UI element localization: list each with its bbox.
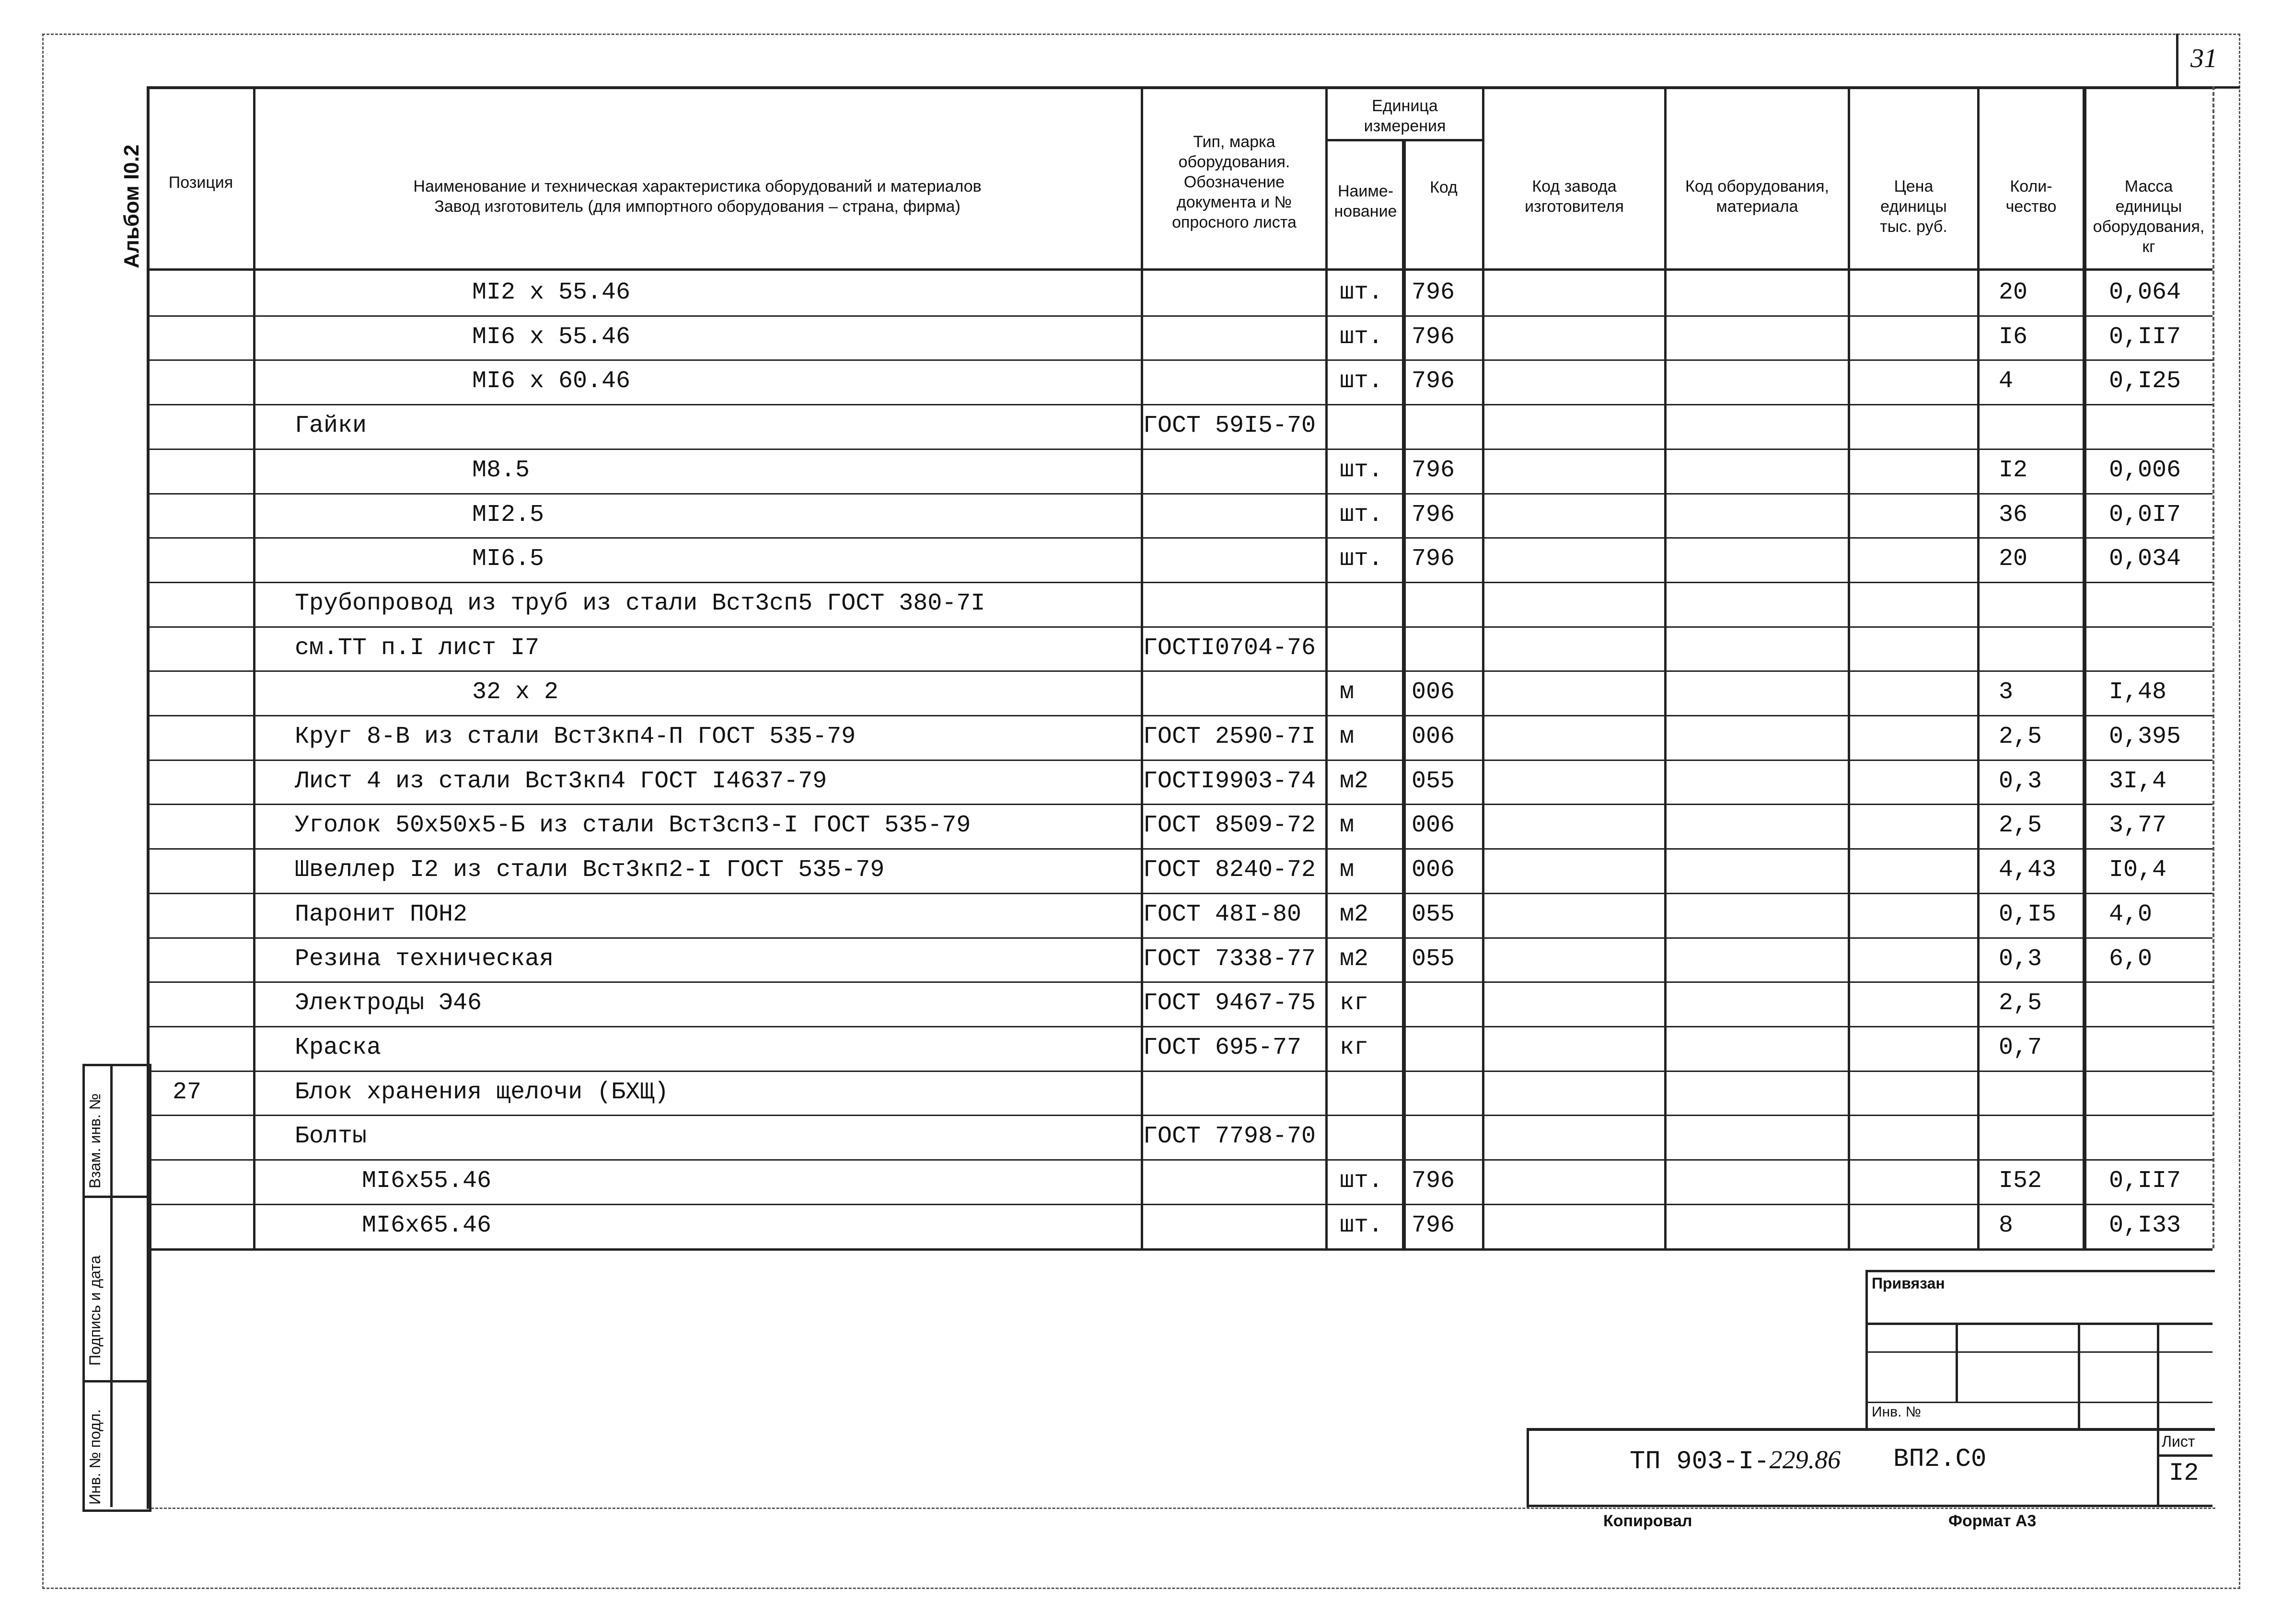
cell-name: MI6x55.46: [362, 1167, 492, 1195]
header-unit-code: Код: [1430, 178, 1458, 196]
cell-code: 796: [1412, 501, 1455, 529]
cell-doc: ГОСТ 7798-70: [1143, 1123, 1316, 1151]
cell-unit: кг: [1340, 1034, 1369, 1061]
cell-unit: м2: [1340, 945, 1369, 973]
cell-code: 796: [1412, 456, 1455, 484]
cell-name: 32 x 2: [472, 679, 559, 706]
row-separator: [147, 449, 2212, 450]
cell-unit: шт.: [1340, 279, 1383, 306]
cell-name: Паронит ПОН2: [295, 900, 468, 928]
cell-name: Круг 8-В из стали Вст3кп4-П ГОСТ 535-79: [295, 723, 856, 750]
cell-unit: м: [1340, 856, 1355, 884]
cell-qty: 0,I5: [1999, 900, 2057, 928]
cell-unit: м2: [1340, 767, 1369, 795]
page-number: 31: [2190, 44, 2217, 73]
cell-name: Лист 4 из стали Вст3кп4 ГОСТ I4637-79: [295, 767, 827, 795]
header-unit-group: Единица измерения: [1364, 97, 1446, 135]
cell-name: Швеллер I2 из стали Вст3кп2-I ГОСТ 535-79: [295, 856, 885, 884]
cell-name: Краска: [295, 1034, 382, 1061]
format-label: Формат А3: [1948, 1512, 2037, 1530]
cell-code: 055: [1412, 900, 1455, 928]
cell-mass: 0,I25: [2109, 368, 2181, 395]
cell-name: Трубопровод из труб из стали Вст3сп5 ГОСТ 380-7I: [295, 589, 985, 617]
cell-name: MI6x65.46: [362, 1211, 492, 1239]
row-separator: [147, 715, 2212, 716]
side-label-inv: Инв. № подл.: [86, 1409, 104, 1505]
cell-doc: ГОСТ 8240-72: [1143, 856, 1316, 884]
cell-mass: 6,0: [2109, 945, 2153, 973]
cell-qty: 36: [1999, 501, 2028, 529]
row-separator: [147, 1115, 2212, 1116]
row-separator: [147, 359, 2212, 361]
cell-mass: 3I,4: [2109, 767, 2167, 795]
cell-qty: 0,3: [1999, 767, 2042, 795]
row-separator: [147, 848, 2212, 850]
cell-doc: ГОСТ 2590-7I: [1143, 723, 1316, 750]
cell-name: см.ТТ п.I лист I7: [295, 634, 540, 662]
cell-mass: 0,006: [2109, 456, 2181, 484]
cell-code: 796: [1412, 1167, 1455, 1195]
cell-unit: шт.: [1340, 1167, 1383, 1195]
cell-doc: ГОСТ 9467-75: [1143, 990, 1316, 1017]
cell-code: 796: [1412, 368, 1455, 395]
cell-mass: I,48: [2109, 679, 2167, 706]
header-mass: Масса единицы оборудования, кг: [2093, 177, 2205, 256]
row-separator: [147, 670, 2212, 672]
cell-name: Блок хранения щелочи (БХЩ): [295, 1078, 669, 1106]
cell-qty: 4: [1999, 368, 2014, 395]
cell-qty: 20: [1999, 545, 2028, 573]
cell-qty: 3: [1999, 679, 2014, 706]
cell-qty: 4,43: [1999, 856, 2057, 884]
cell-code: 006: [1412, 812, 1455, 840]
cell-mass: 0,I33: [2109, 1211, 2181, 1239]
cell-code: 796: [1412, 279, 1455, 306]
cell-qty: I6: [1999, 323, 2028, 351]
copied-label: Копировал: [1603, 1512, 1692, 1530]
cell-qty: 0,7: [1999, 1034, 2042, 1061]
cell-code: 006: [1412, 723, 1455, 750]
cell-unit: шт.: [1340, 323, 1383, 351]
cell-qty: 2,5: [1999, 812, 2042, 840]
header-factory-code: Код завода изготовителя: [1525, 177, 1624, 216]
row-separator: [147, 315, 2212, 317]
header-price: Цена единицы тыс. руб.: [1880, 177, 1947, 236]
cell-doc: ГОСТ 59I5-70: [1143, 412, 1316, 440]
cell-code: 796: [1412, 323, 1455, 351]
album-label: Альбом I0.2: [120, 144, 143, 268]
header-position: Позиция: [168, 173, 233, 192]
stamp-inv-no: Инв. №: [1872, 1404, 1921, 1420]
row-separator: [147, 537, 2212, 539]
cell-unit: м: [1340, 812, 1355, 840]
cell-doc: ГОСТ 48I-80: [1143, 900, 1302, 928]
cell-qty: 20: [1999, 279, 2028, 306]
row-separator: [147, 404, 2212, 405]
row-separator: [147, 804, 2212, 805]
cell-unit: шт.: [1340, 456, 1383, 484]
cell-mass: 0,395: [2109, 723, 2181, 750]
cell-name: Электроды Э46: [295, 990, 482, 1017]
cell-qty: 8: [1999, 1211, 2014, 1239]
cell-name: MI6 x 60.46: [472, 368, 631, 395]
cell-unit: м: [1340, 723, 1355, 750]
cell-code: 006: [1412, 679, 1455, 706]
row-separator: [147, 893, 2212, 894]
cell-unit: м: [1340, 679, 1355, 706]
cell-mass: 4,0: [2109, 900, 2153, 928]
cell-name: Уголок 50х50х5-Б из стали Вст3сп3-I ГОСТ 535-79: [295, 812, 971, 840]
cell-qty: 2,5: [1999, 723, 2042, 750]
cell-unit: шт.: [1340, 368, 1383, 395]
cell-name: MI6.5: [472, 545, 544, 573]
row-separator: [147, 1026, 2212, 1027]
cell-code: 796: [1412, 1211, 1455, 1239]
header-qty: Коли- чество: [2005, 177, 2057, 216]
header-unit-name: Наиме- нование: [1334, 182, 1397, 220]
row-separator: [147, 937, 2212, 939]
cell-name: Резина техническая: [295, 945, 554, 973]
row-separator: [147, 760, 2212, 761]
header-type: Тип, марка оборудования. Обозначение документа и № опросного листа: [1172, 133, 1297, 231]
cell-mass: I0,4: [2109, 856, 2167, 884]
cell-unit: шт.: [1340, 1211, 1383, 1239]
doc-code-prefix: ТП 903-I-: [1630, 1447, 1770, 1476]
side-label-podpis: Подпись и дата: [86, 1255, 104, 1366]
cell-qty: I2: [1999, 456, 2028, 484]
cell-code: 055: [1412, 945, 1455, 973]
cell-position: 27: [173, 1078, 202, 1106]
row-separator: [147, 981, 2212, 983]
cell-mass: 0,064: [2109, 279, 2181, 306]
cell-mass: 0,034: [2109, 545, 2181, 573]
side-label-vzam: Взам. инв. №: [86, 1093, 104, 1188]
sheet-number: I2: [2169, 1459, 2199, 1487]
cell-qty: I52: [1999, 1167, 2042, 1195]
cell-doc: ГОСТ 695-77: [1143, 1034, 1302, 1061]
row-separator: [147, 626, 2212, 628]
cell-doc: ГОСТI0704-76: [1143, 634, 1316, 662]
cell-unit: шт.: [1340, 545, 1383, 573]
row-separator: [147, 493, 2212, 495]
cell-unit: м2: [1340, 900, 1369, 928]
cell-name: MI2.5: [472, 501, 544, 529]
cell-qty: 2,5: [1999, 990, 2042, 1017]
cell-mass: 0,0I7: [2109, 501, 2181, 529]
cell-mass: 0,II7: [2109, 323, 2181, 351]
cell-name: MI6 x 55.46: [472, 323, 631, 351]
cell-unit: кг: [1340, 990, 1369, 1017]
doc-code: [1630, 1445, 1841, 1476]
cell-code: 796: [1412, 545, 1455, 573]
header-name: Наименование и техническая характеристика оборудований и материалов Завод изготовитель (для импортного оборудования – страна, фирма): [413, 177, 982, 216]
cell-code: 055: [1412, 767, 1455, 795]
row-separator: [147, 1071, 2212, 1072]
stamp-privyazan: Привязан: [1872, 1275, 1945, 1292]
doc-code-hand: 229.86: [1769, 1445, 1841, 1474]
row-separator: [147, 1204, 2212, 1205]
row-separator: [147, 582, 2212, 583]
cell-name: M8.5: [472, 456, 530, 484]
row-separator: [147, 1159, 2212, 1161]
cell-name: MI2 x 55.46: [472, 279, 631, 306]
cell-doc: ГОСТI9903-74: [1143, 767, 1316, 795]
cell-mass: 0,II7: [2109, 1167, 2181, 1195]
cell-unit: шт.: [1340, 501, 1383, 529]
cell-name: Гайки: [295, 412, 367, 440]
cell-name: Болты: [295, 1123, 367, 1151]
cell-doc: ГОСТ 8509-72: [1143, 812, 1316, 840]
sheet-label: Лист: [2162, 1433, 2195, 1450]
cell-doc: ГОСТ 7338-77: [1143, 945, 1316, 973]
cell-code: 006: [1412, 856, 1455, 884]
cell-qty: 0,3: [1999, 945, 2042, 973]
doc-mark: ВП2.С0: [1893, 1445, 1987, 1474]
cell-mass: 3,77: [2109, 812, 2167, 840]
header-equip-code: Код оборудования, материала: [1685, 177, 1829, 216]
